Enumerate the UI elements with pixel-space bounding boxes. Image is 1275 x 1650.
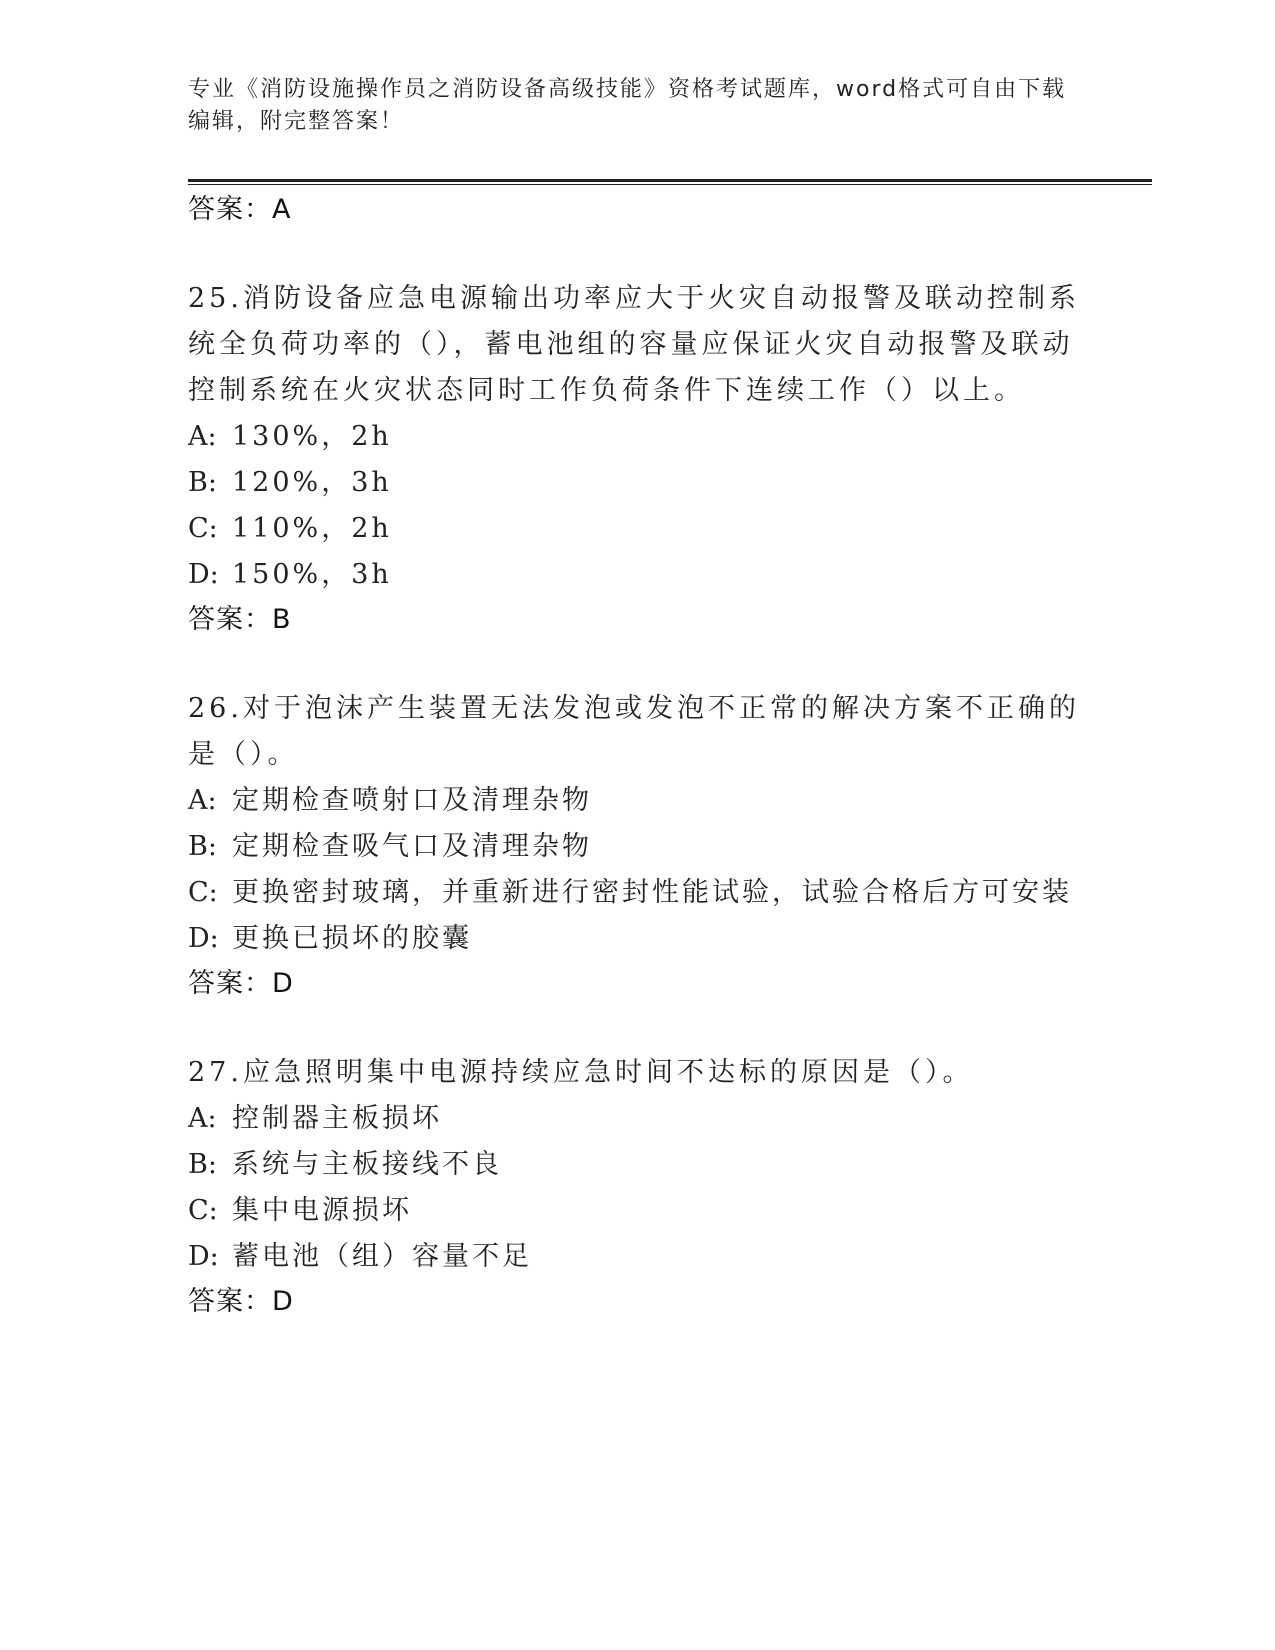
option-text: 110%，2h [232,513,392,544]
answer-label: 答案：B [188,604,292,635]
option-text: 集中电源损坏 [232,1195,412,1226]
option-text: 更换密封玻璃，并重新进行密封性能试验，试验合格后方可安装 [232,877,1072,908]
question-stem: 27.应急照明集中电源持续应急时间不达标的原因是（）。 [188,1057,974,1088]
question-list [188,188,1088,1324]
option-c [188,506,1088,552]
option-letter: A: [188,785,217,816]
option-text: 更换已损坏的胶囊 [232,923,472,954]
option-letter: A: [188,421,217,452]
option-letter: D: [188,559,219,590]
option-a [188,414,1088,460]
option-text: 130%，2h [232,421,392,452]
page-header: 专业《消防设施操作员之消防设备高级技能》资格考试题库，word格式可自由下载编辑，附完整答案！ [188,77,1067,134]
option-letter: C: [188,513,218,544]
option-c [188,870,1088,916]
header-rule-thin [188,184,1152,185]
option-c [188,1188,1088,1234]
option-d [188,1234,1088,1280]
question-stem: 25.消防设备应急电源输出功率应大于火灾自动报警及联动控制系统全负荷功率的（），蓄电池组的容量应保证火灾自动报警及联动控制系统在火灾状态同时工作负荷条件下连续工作（）以上。 [188,283,1080,406]
option-a [188,778,1088,824]
option-a [188,1096,1088,1142]
option-text: 蓄电池（组）容量不足 [232,1241,532,1272]
question-26 [188,686,1088,1006]
option-d [188,916,1088,962]
option-b [188,460,1088,506]
option-letter: A: [188,1103,217,1134]
option-letter: C: [188,1195,218,1226]
question-25 [188,276,1088,642]
question-27 [188,1050,1088,1324]
option-text: 系统与主板接线不良 [232,1149,502,1180]
question-stem: 26.对于泡沫产生装置无法发泡或发泡不正常的解决方案不正确的是（）。 [188,693,1080,770]
option-letter: C: [188,877,218,908]
option-letter: B: [188,1149,217,1180]
answer-label: 答案：D [188,1286,294,1317]
option-text: 150%，3h [232,559,392,590]
option-b [188,1142,1088,1188]
option-letter: B: [188,831,217,862]
answer-label: 答案：D [188,968,294,999]
option-letter: D: [188,923,219,954]
option-letter: D: [188,1241,219,1272]
option-text: 定期检查吸气口及清理杂物 [232,831,592,862]
option-b [188,824,1088,870]
option-letter: B: [188,467,217,498]
option-text: 定期检查喷射口及清理杂物 [232,785,592,816]
option-d [188,552,1088,598]
option-text: 120%，3h [232,467,392,498]
previous-answer: 答案：A [188,194,292,225]
option-text: 控制器主板损坏 [232,1103,442,1134]
header-rule-thick [188,179,1152,182]
